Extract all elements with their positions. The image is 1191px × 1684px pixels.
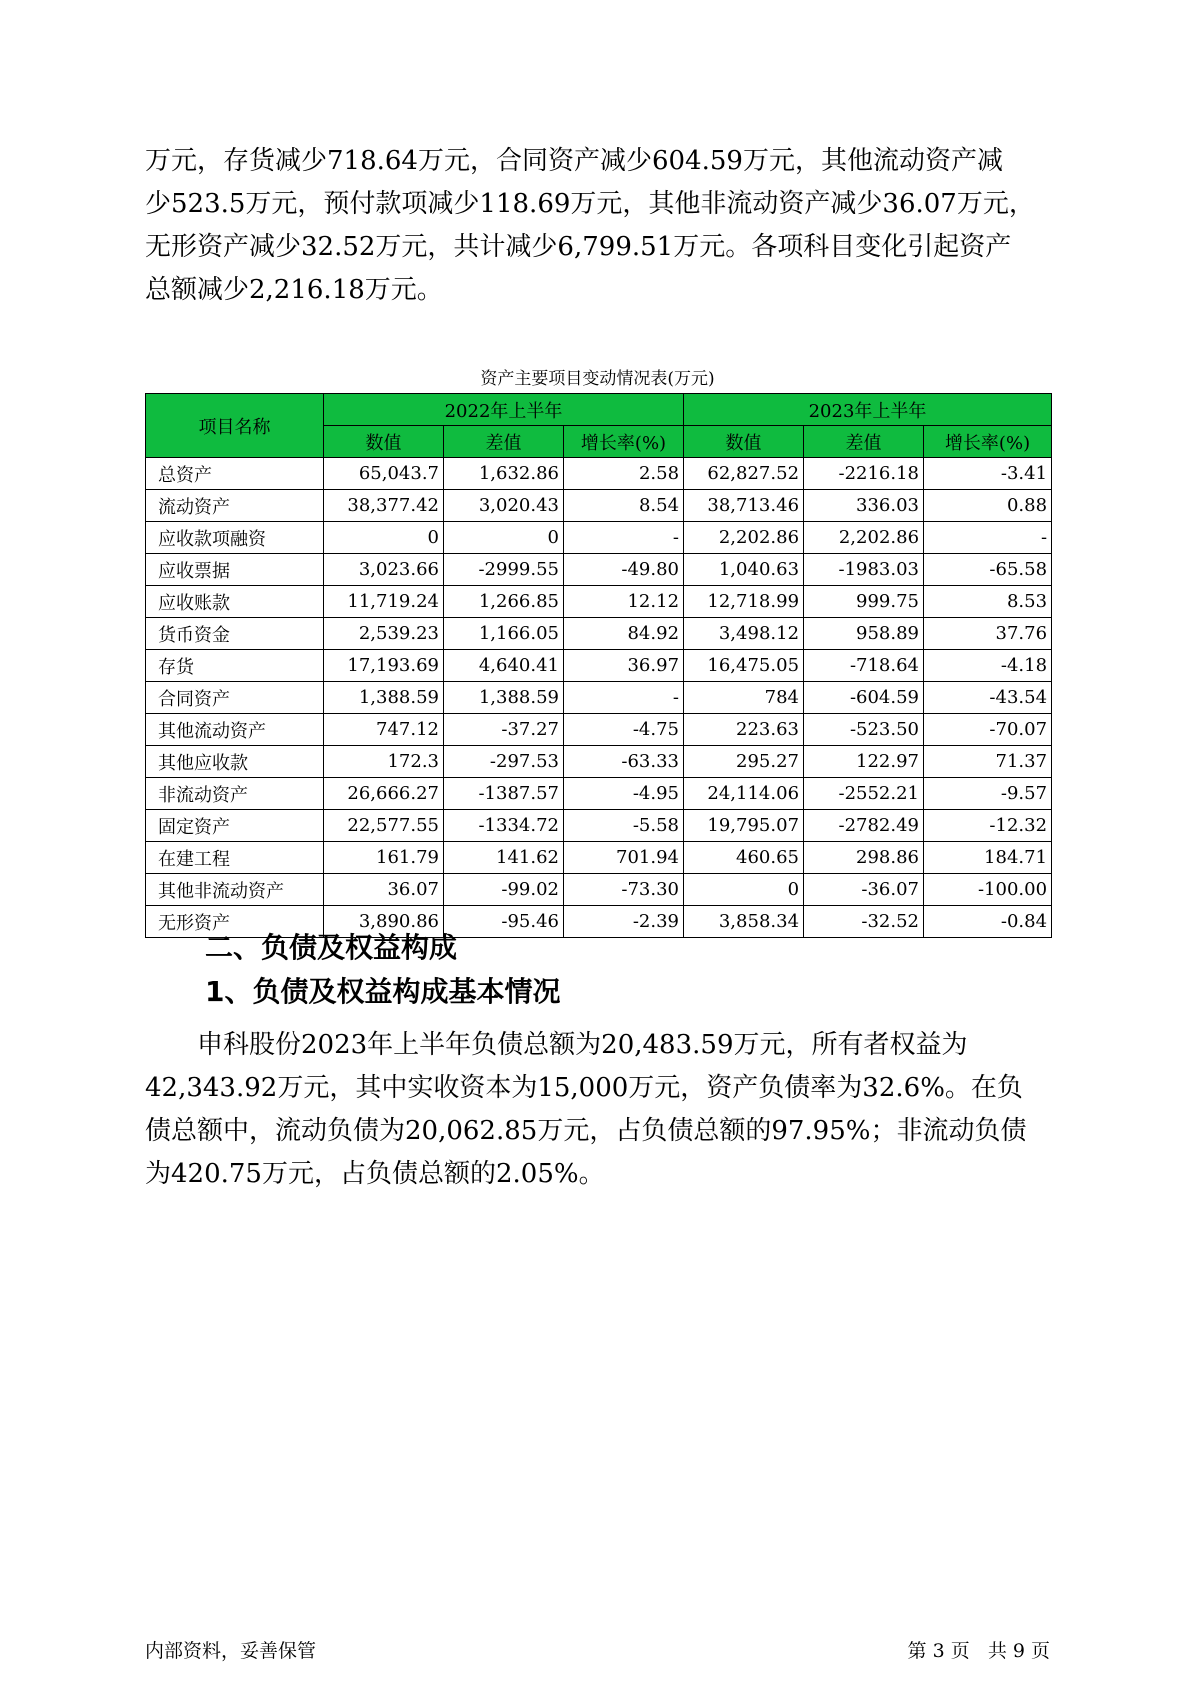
row-item-name: 总资产 bbox=[146, 458, 324, 490]
row-cell: -70.07 bbox=[924, 714, 1052, 746]
row-cell: -5.58 bbox=[564, 810, 684, 842]
row-cell: 1,388.59 bbox=[324, 682, 444, 714]
table-row bbox=[146, 458, 1052, 490]
row-cell: 19,795.07 bbox=[684, 810, 804, 842]
row-item-name: 在建工程 bbox=[146, 842, 324, 874]
table-row bbox=[146, 810, 1052, 842]
row-cell: -73.30 bbox=[564, 874, 684, 906]
table-row bbox=[146, 522, 1052, 554]
row-cell: 2,539.23 bbox=[324, 618, 444, 650]
row-cell: 172.3 bbox=[324, 746, 444, 778]
row-item-name: 应收账款 bbox=[146, 586, 324, 618]
row-cell: -3.41 bbox=[924, 458, 1052, 490]
row-cell: 1,388.59 bbox=[444, 682, 564, 714]
intro-line: 无形资产减少32.52万元，共计减少6,799.51万元。各项科目变化引起资产 bbox=[145, 232, 1012, 262]
row-cell: -36.07 bbox=[804, 874, 924, 906]
table-row bbox=[146, 618, 1052, 650]
row-item-name: 货币资金 bbox=[146, 618, 324, 650]
table-row bbox=[146, 586, 1052, 618]
row-cell: -297.53 bbox=[444, 746, 564, 778]
row-cell: -32.52 bbox=[804, 906, 924, 938]
row-item-name: 其他流动资产 bbox=[146, 714, 324, 746]
row-cell: -718.64 bbox=[804, 650, 924, 682]
row-cell: 0 bbox=[444, 522, 564, 554]
row-cell: - bbox=[564, 682, 684, 714]
header-growth: 增长率(%) bbox=[924, 426, 1052, 458]
row-cell: 336.03 bbox=[804, 490, 924, 522]
row-cell: 16,475.05 bbox=[684, 650, 804, 682]
row-cell: 37.76 bbox=[924, 618, 1052, 650]
row-cell: 223.63 bbox=[684, 714, 804, 746]
header-value: 数值 bbox=[684, 426, 804, 458]
row-cell: - bbox=[924, 522, 1052, 554]
row-cell: -2.39 bbox=[564, 906, 684, 938]
row-cell: 0 bbox=[324, 522, 444, 554]
table-row bbox=[146, 874, 1052, 906]
row-cell: -9.57 bbox=[924, 778, 1052, 810]
row-cell: -100.00 bbox=[924, 874, 1052, 906]
intro-paragraph bbox=[145, 140, 1050, 312]
row-cell: 26,666.27 bbox=[324, 778, 444, 810]
header-period-2023: 2023年上半年 bbox=[684, 394, 1052, 426]
row-cell: 1,040.63 bbox=[684, 554, 804, 586]
row-cell: 161.79 bbox=[324, 842, 444, 874]
row-cell: 1,266.85 bbox=[444, 586, 564, 618]
section-subheading: 1、负债及权益构成基本情况 bbox=[205, 975, 561, 1008]
header-item-name: 项目名称 bbox=[146, 394, 324, 458]
row-cell: 17,193.69 bbox=[324, 650, 444, 682]
row-cell: 8.53 bbox=[924, 586, 1052, 618]
row-cell: 3,498.12 bbox=[684, 618, 804, 650]
row-cell: -1387.57 bbox=[444, 778, 564, 810]
row-cell: -1334.72 bbox=[444, 810, 564, 842]
row-cell: 0.88 bbox=[924, 490, 1052, 522]
table-row bbox=[146, 842, 1052, 874]
row-cell: 36.07 bbox=[324, 874, 444, 906]
row-cell: -523.50 bbox=[804, 714, 924, 746]
row-cell: -2999.55 bbox=[444, 554, 564, 586]
intro-line: 万元，存货减少718.64万元，合同资产减少604.59万元，其他流动资产减 bbox=[145, 146, 1003, 176]
table-row bbox=[146, 714, 1052, 746]
intro-line: 总额减少2,216.18万元。 bbox=[145, 275, 443, 305]
row-cell: -99.02 bbox=[444, 874, 564, 906]
row-item-name: 固定资产 bbox=[146, 810, 324, 842]
table-row bbox=[146, 490, 1052, 522]
row-cell: -49.80 bbox=[564, 554, 684, 586]
row-cell: -37.27 bbox=[444, 714, 564, 746]
row-cell: 4,640.41 bbox=[444, 650, 564, 682]
row-cell: 141.62 bbox=[444, 842, 564, 874]
table-header bbox=[146, 394, 1052, 458]
table-row bbox=[146, 554, 1052, 586]
row-cell: 38,377.42 bbox=[324, 490, 444, 522]
row-cell: -65.58 bbox=[924, 554, 1052, 586]
row-cell: 65,043.7 bbox=[324, 458, 444, 490]
row-cell: 3,858.34 bbox=[684, 906, 804, 938]
row-cell: 747.12 bbox=[324, 714, 444, 746]
row-cell: 1,166.05 bbox=[444, 618, 564, 650]
row-cell: 11,719.24 bbox=[324, 586, 444, 618]
liability-line: 42,343.92万元，其中实收资本为15,000万元，资产负债率为32.6%。在负 bbox=[145, 1073, 1023, 1103]
row-item-name: 应收款项融资 bbox=[146, 522, 324, 554]
row-cell: 460.65 bbox=[684, 842, 804, 874]
table-row bbox=[146, 650, 1052, 682]
row-cell: 1,632.86 bbox=[444, 458, 564, 490]
row-cell: 298.86 bbox=[804, 842, 924, 874]
row-cell: 295.27 bbox=[684, 746, 804, 778]
liability-line: 申科股份2023年上半年负债总额为20,483.59万元，所有者权益为 bbox=[197, 1030, 968, 1060]
row-cell: 184.71 bbox=[924, 842, 1052, 874]
row-cell: 71.37 bbox=[924, 746, 1052, 778]
row-item-name: 流动资产 bbox=[146, 490, 324, 522]
row-item-name: 存货 bbox=[146, 650, 324, 682]
row-cell: 2.58 bbox=[564, 458, 684, 490]
row-cell: 12,718.99 bbox=[684, 586, 804, 618]
liability-line: 为420.75万元，占负债总额的2.05%。 bbox=[145, 1159, 605, 1189]
header-diff: 差值 bbox=[804, 426, 924, 458]
row-cell: 22,577.55 bbox=[324, 810, 444, 842]
assets-table bbox=[145, 393, 1052, 938]
row-cell: -4.95 bbox=[564, 778, 684, 810]
row-item-name: 其他应收款 bbox=[146, 746, 324, 778]
row-item-name: 非流动资产 bbox=[146, 778, 324, 810]
intro-line: 少523.5万元，预付款项减少118.69万元，其他非流动资产减少36.07万元， bbox=[145, 189, 1035, 219]
row-cell: 24,114.06 bbox=[684, 778, 804, 810]
row-cell: -4.75 bbox=[564, 714, 684, 746]
row-cell: -2216.18 bbox=[804, 458, 924, 490]
row-cell: -604.59 bbox=[804, 682, 924, 714]
row-cell: 84.92 bbox=[564, 618, 684, 650]
footer-page-number: 第 3 页 共 9 页 bbox=[907, 1640, 1050, 1662]
row-cell: 999.75 bbox=[804, 586, 924, 618]
table-body bbox=[146, 458, 1052, 938]
table-row bbox=[146, 746, 1052, 778]
table-caption: 资产主要项目变动情况表(万元) bbox=[480, 369, 715, 389]
row-cell: -4.18 bbox=[924, 650, 1052, 682]
row-item-name: 合同资产 bbox=[146, 682, 324, 714]
table-row bbox=[146, 682, 1052, 714]
row-cell: -95.46 bbox=[444, 906, 564, 938]
liability-line: 债总额中，流动负债为20,062.85万元，占负债总额的97.95%；非流动负债 bbox=[145, 1116, 1027, 1146]
row-cell: -0.84 bbox=[924, 906, 1052, 938]
row-cell: 122.97 bbox=[804, 746, 924, 778]
row-cell: 12.12 bbox=[564, 586, 684, 618]
liability-paragraph bbox=[145, 1024, 1050, 1196]
row-cell: 0 bbox=[684, 874, 804, 906]
row-cell: - bbox=[564, 522, 684, 554]
header-diff: 差值 bbox=[444, 426, 564, 458]
row-cell: -2782.49 bbox=[804, 810, 924, 842]
header-period-2022: 2022年上半年 bbox=[324, 394, 684, 426]
row-cell: -1983.03 bbox=[804, 554, 924, 586]
row-item-name: 无形资产 bbox=[146, 906, 324, 938]
row-cell: 3,023.66 bbox=[324, 554, 444, 586]
row-item-name: 应收票据 bbox=[146, 554, 324, 586]
header-value: 数值 bbox=[324, 426, 444, 458]
row-cell: 8.54 bbox=[564, 490, 684, 522]
row-cell: 2,202.86 bbox=[804, 522, 924, 554]
row-cell: 3,890.86 bbox=[324, 906, 444, 938]
row-cell: -43.54 bbox=[924, 682, 1052, 714]
row-cell: 2,202.86 bbox=[684, 522, 804, 554]
footer-confidential: 内部资料，妥善保管 bbox=[145, 1640, 317, 1662]
row-cell: -63.33 bbox=[564, 746, 684, 778]
row-cell: 38,713.46 bbox=[684, 490, 804, 522]
header-growth: 增长率(%) bbox=[564, 426, 684, 458]
table-row bbox=[146, 778, 1052, 810]
row-cell: 958.89 bbox=[804, 618, 924, 650]
row-item-name: 其他非流动资产 bbox=[146, 874, 324, 906]
row-cell: 62,827.52 bbox=[684, 458, 804, 490]
section-heading: 二、负债及权益构成 bbox=[205, 931, 458, 964]
row-cell: 784 bbox=[684, 682, 804, 714]
row-cell: 36.97 bbox=[564, 650, 684, 682]
row-cell: -2552.21 bbox=[804, 778, 924, 810]
row-cell: 701.94 bbox=[564, 842, 684, 874]
row-cell: -12.32 bbox=[924, 810, 1052, 842]
row-cell: 3,020.43 bbox=[444, 490, 564, 522]
